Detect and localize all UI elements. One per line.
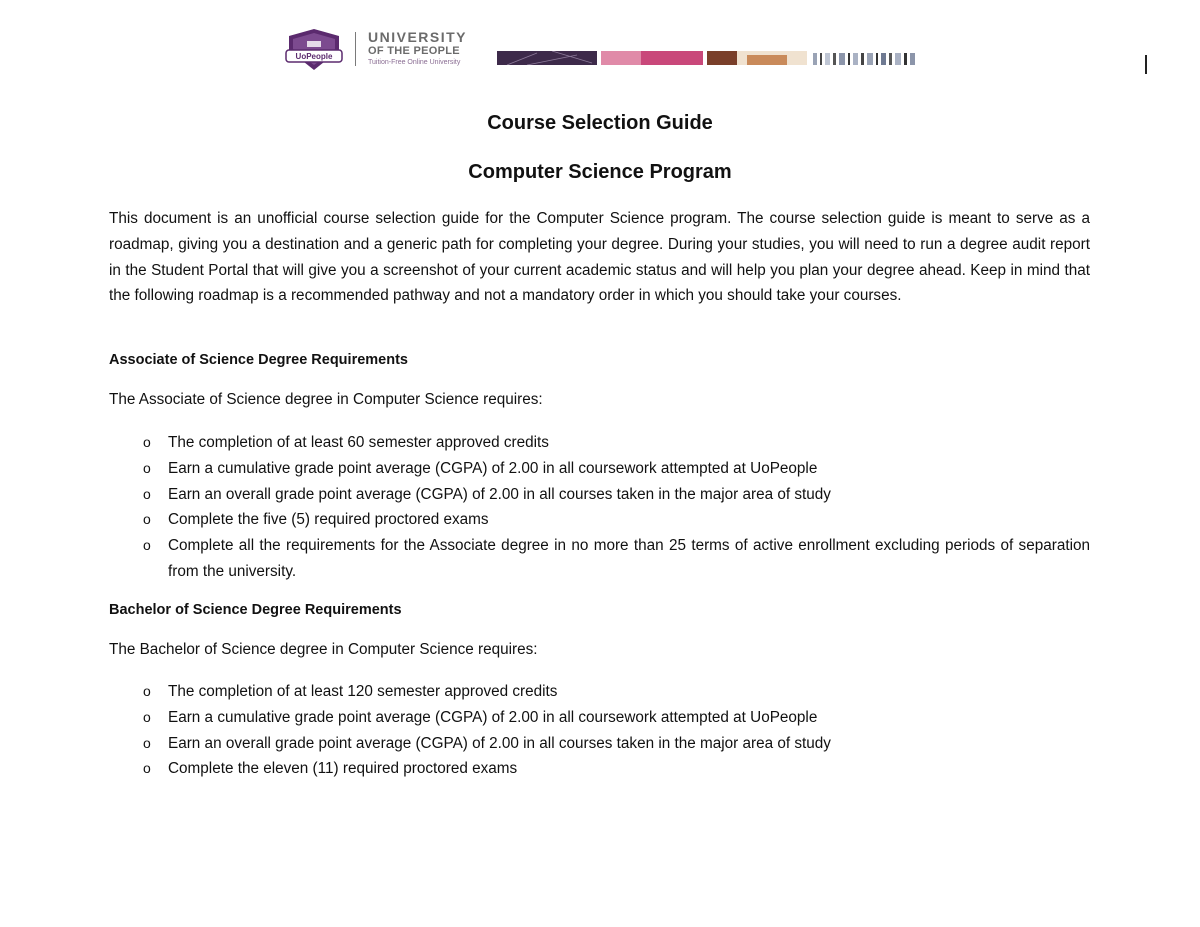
university-wordmark	[368, 30, 467, 66]
associate-heading: Associate of Science Degree Requirements	[109, 352, 408, 368]
document-subtitle: Computer Science Program	[468, 161, 732, 183]
list-item: o The completion of at least 60 semester approved credits	[109, 430, 1090, 456]
wordmark-line-1: UNIVERSITY	[368, 29, 468, 45]
list-item: o Earn an overall grade point average (CGPA) of 2.00 in all courses taken in the major area of study	[109, 482, 1090, 508]
intro-paragraph: This document is an unofficial course selection guide for the Computer Science program. The course selection guide is meant to serve as a roadmap, giving you a destination and a generic path for completing your degree. During your studies, you will need to run a degree audit report in the Student Portal that will give you a screenshot of your current academic status and will help you plan your degree ahead. Keep in mind that the following roadmap is a recommended pathway and not a mandatory order in which you should take your courses.	[109, 210, 1090, 305]
list-item: o Complete the eleven (11) required proctored exams	[109, 756, 1090, 782]
svg-text:UoPeople: UoPeople	[295, 52, 333, 61]
list-item: o Earn an overall grade point average (CGPA) of 2.00 in all courses taken in the major area of study	[109, 731, 1090, 757]
university-seal-logo	[283, 28, 345, 72]
wordmark-tagline: Tuition-Free Online University	[368, 59, 461, 66]
list-item: o Earn a cumulative grade point average (CGPA) of 2.00 in all coursework attempted at UoPeople	[109, 456, 1090, 482]
text-cursor	[1145, 55, 1147, 74]
bachelor-heading: Bachelor of Science Degree Requirements	[109, 602, 402, 618]
list-item: o Complete the five (5) required proctored exams	[109, 507, 1090, 533]
associate-requirements-list	[109, 430, 1090, 585]
bachelor-requirements-list	[109, 679, 1090, 782]
bachelor-intro: The Bachelor of Science degree in Computer Science requires:	[109, 641, 538, 658]
list-item: o Earn a cumulative grade point average (CGPA) of 2.00 in all coursework attempted at UoPeople	[109, 705, 1090, 731]
header-photo-banner	[497, 51, 917, 65]
list-item: o The completion of at least 120 semester approved credits	[109, 679, 1090, 705]
wordmark-line-2: OF THE PEOPLE	[368, 45, 460, 57]
document-title: Course Selection Guide	[487, 112, 713, 134]
logo-divider	[355, 32, 356, 66]
associate-intro: The Associate of Science degree in Computer Science requires:	[109, 391, 543, 408]
university-header	[283, 28, 923, 74]
list-item: o Complete all the requirements for the Associate degree in no more than 25 terms of active enrollment excluding periods of separation from the university.	[109, 533, 1090, 585]
